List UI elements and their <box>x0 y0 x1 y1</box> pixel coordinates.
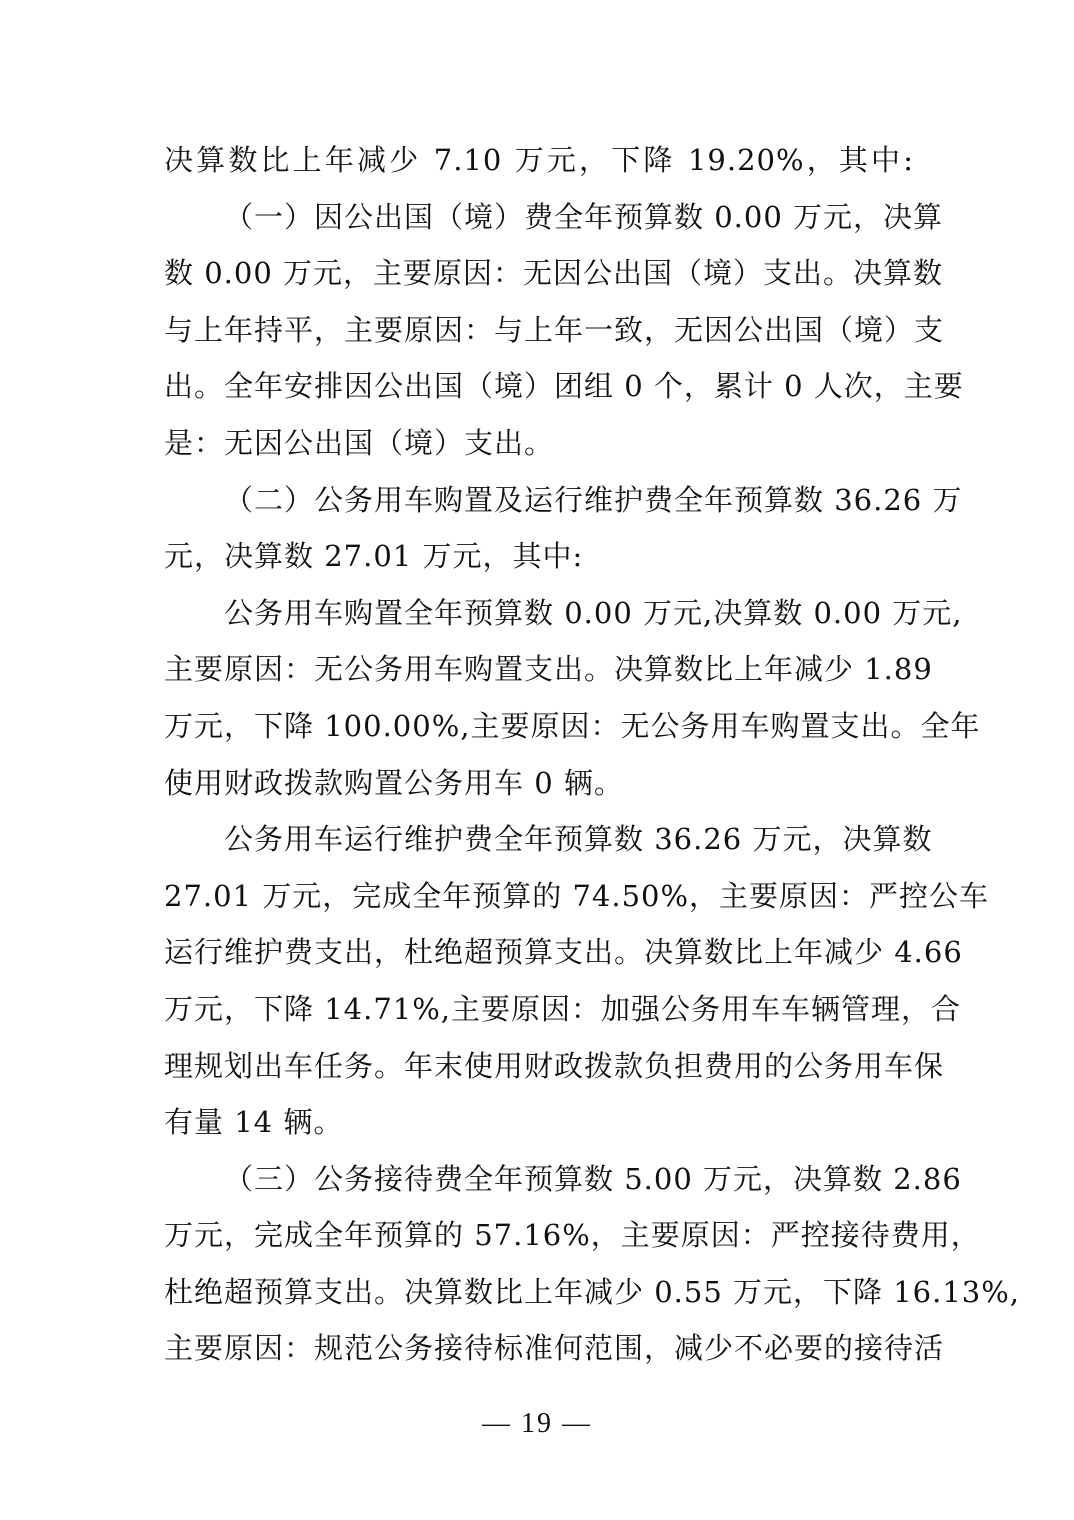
text-line-11: 万元，下降 100.00%,主要原因：无公务用车购置支出。全年 <box>164 708 981 743</box>
page-number: — 19 — <box>482 1408 592 1439</box>
document-body <box>164 132 1021 1377</box>
text-line-13: 公务用车运行维护费全年预算数 36.26 万元，决算数 <box>224 822 933 857</box>
text-line-17: 理规划出车任务。年末使用财政拨款负担费用的公务用车保 <box>164 1048 945 1083</box>
text-line-1: 决算数比上年减少 7.10 万元，下降 19.20%，其中: <box>164 143 914 177</box>
text-line-15: 运行维护费支出，杜绝超预算支出。决算数比上年减少 4.66 <box>164 935 963 970</box>
text-line-12: 使用财政拨款购置公务用车 0 辆。 <box>164 765 624 800</box>
text-line-18: 有量 14 辆。 <box>164 1105 344 1140</box>
text-line-14: 27.01 万元，完成全年预算的 74.50%，主要原因：严控公车 <box>164 878 990 913</box>
text-line-10: 主要原因：无公务用车购置支出。决算数比上年减少 1.89 <box>164 652 933 687</box>
text-line-3: 数 0.00 万元，主要原因：无因公出国（境）支出。决算数 <box>164 256 944 291</box>
text-line-7: （二）公务用车购置及运行维护费全年预算数 36.26 万 <box>224 482 963 517</box>
text-line-6: 是：无因公出国（境）支出。 <box>164 425 555 460</box>
text-line-4: 与上年持平，主要原因：与上年一致，无因公出国（境）支 <box>164 312 945 347</box>
text-line-2: （一）因公出国（境）费全年预算数 0.00 万元，决算 <box>224 199 944 234</box>
text-line-22: 主要原因：规范公务接待标准何范围，减少不必要的接待活 <box>164 1331 945 1366</box>
text-line-8: 元，决算数 27.01 万元，其中: <box>164 539 584 574</box>
text-line-16: 万元，下降 14.71%,主要原因：加强公务用车车辆管理，合 <box>164 991 962 1026</box>
text-line-19: （三）公务接待费全年预算数 5.00 万元，决算数 2.86 <box>224 1161 962 1196</box>
text-line-20: 万元，完成全年预算的 57.16%，主要原因：严控接待费用， <box>164 1218 981 1253</box>
text-line-21: 杜绝超预算支出。决算数比上年减少 0.55 万元，下降 16.13%, <box>164 1274 1021 1309</box>
text-line-5: 出。全年安排因公出国（境）团组 0 个，累计 0 人次，主要 <box>164 369 964 404</box>
text-line-9: 公务用车购置全年预算数 0.00 万元,决算数 0.00 万元, <box>224 595 963 630</box>
